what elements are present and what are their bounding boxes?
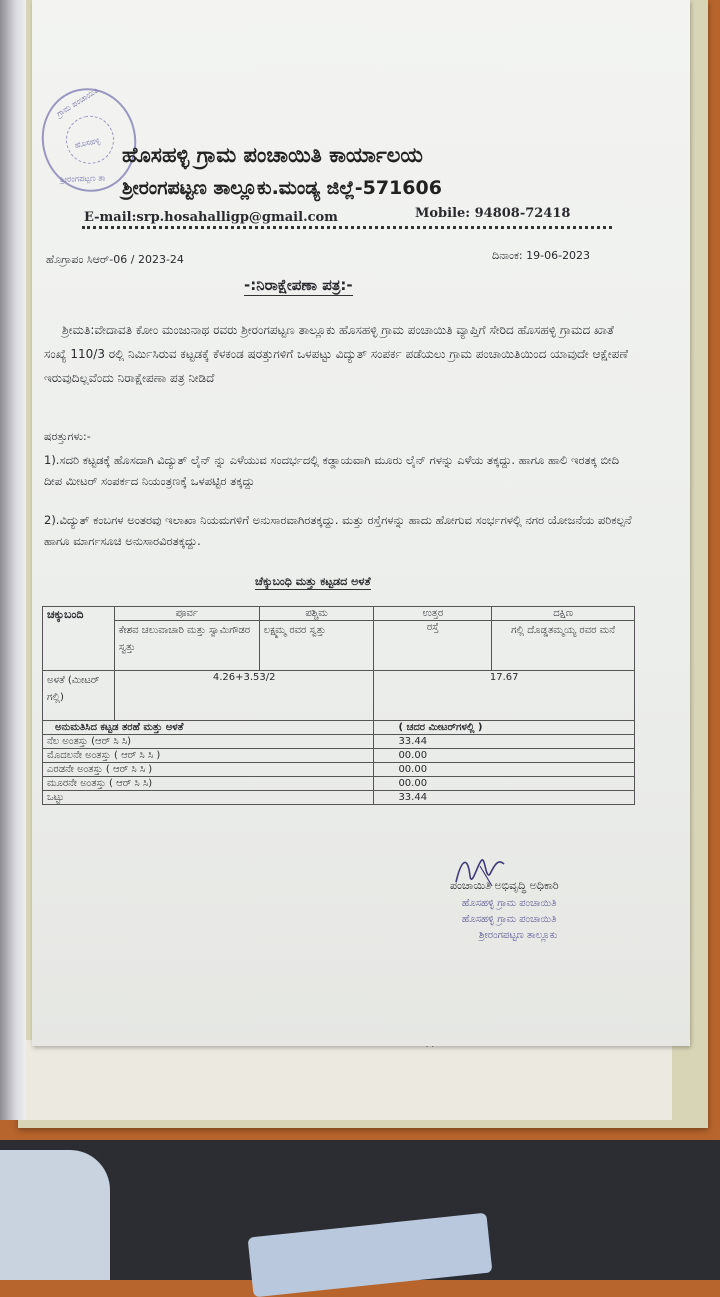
west-value: ಲಕ್ಷ್ಮಮ್ಮ ರವರ ಸ್ವತ್ತು <box>259 621 374 671</box>
permitted-header: ಅನುಮತಿಸಿದ ಕಟ್ಟಡ ತರಹೆ ಮತ್ತು ಅಳತೆ <box>43 721 374 735</box>
mobile-number: Mobile: 94808-72418 <box>415 206 571 221</box>
reference-number: ಹೊಗ್ರಾಪಂ ಸಿಆರ್-06 / 2023-24 <box>46 253 184 266</box>
floor-label: ಎರಡನೇ ಅಂತಸ್ತು ( ಆರ್ ಸಿ ಸಿ ) <box>43 763 374 777</box>
table-row <box>43 721 635 735</box>
binder-edge <box>0 0 26 1120</box>
table-row <box>43 671 635 721</box>
header-west: ಪಶ್ಚಿಮ <box>259 607 374 621</box>
seal-text: ಶ್ರೀರಂಗಪಟ್ಟಣ ತಾ <box>59 173 106 184</box>
floor-label: ನೆಲ ಅಂತಸ್ತು (ಆರ್ ಸಿ ಸಿ) <box>43 735 374 749</box>
boundary-label: ಚಕ್ಕುಬಂದಿ <box>43 607 115 671</box>
document-title: -:ನಿರಾಕ್ಷೇಪಣಾ ಪತ್ರ:- <box>244 276 353 294</box>
floor-value: 00.00 <box>374 777 635 791</box>
body-paragraph <box>44 318 634 390</box>
seal-text: ಹೊಸಹಳ್ಳಿ <box>73 135 101 150</box>
south-value: ಗಲ್ಲಿ ದೊಡ್ಡತಮ್ಮಯ್ಯ ರವರ ಮನೆ <box>492 621 635 671</box>
condition-item: 1).ಸದರಿ ಕಟ್ಟಡಕ್ಕೆ ಹೊಸದಾಗಿ ವಿದ್ಯುತ್ ಲೈನ್ ನ್ನು ಎಳೆಯುವ ಸಂದರ್ಭದಲ್ಲಿ ಕಡ್ಡಾಯವಾಗಿ ಮೂರು ಲೈನ್ ಗಳನ್ನು ಎಳೆಯ ತಕ್ಕದ್ದು. ಹಾಗೂ ಹಾಲಿ ಇರತಕ್ಕ ಬೀದಿ ದೀಪ ಮೀಟರ್ ಸಂಪರ್ಕದ ನಿಯಂತ್ರಣಕ್ಕೆ ಒಳಪಟ್ಟಿರ ತಕ್ಕದ್ದು <box>44 453 620 488</box>
total-label: ಒಟ್ಟು <box>43 791 374 805</box>
table-title: ಚೆಕ್ಕುಬಂಧಿ ಮತ್ತು ಕಟ್ಟಡದ ಅಳತೆ <box>255 575 371 588</box>
office-address: ಶ್ರೀರಂಗಪಟ್ಟಣ ತಾಲ್ಲೂಕು.ಮಂಡ್ಯ ಜಿಲ್ಲೆ-571606 <box>122 177 442 199</box>
table-row <box>43 607 635 621</box>
floor-value: 33.44 <box>374 735 635 749</box>
signatory-designation: ಪಂಚಾಯಿತಿ ಅಭಿವೃದ್ಧಿ ಅಧಿಕಾರಿ <box>450 879 559 892</box>
signatory-stamp-line: ಹೊಸಹಳ್ಳಿ ಗ್ರಾಮ ಪಂಚಾಯಿತಿ <box>462 914 557 925</box>
floor-value: 00.00 <box>374 749 635 763</box>
table-row <box>43 621 635 671</box>
body-text: ಶ್ರೀಮತಿ:ವೇದಾವತಿ ಕೋಂ ಮಂಜುನಾಥ ರವರು ಶ್ರೀರಂಗಪಟ್ಟಣ ತಾಲ್ಲೂಕು ಹೊಸಹಳ್ಳಿ ಗ್ರಾಮ ಪಂಚಾಯಿತಿ ವ್ಯಾಪ್ತಿಗೆ ಸೇರಿದ ಹೊಸಹಳ್ಳಿ ಗ್ರಾಮದ ಖಾತೆ ಸಂಖ್ಯೆ 110/3 ರಲ್ಲಿ ನಿರ್ಮಿಸಿರುವ ಕಟ್ಟಡಕ್ಕೆ ಕೆಳಕಂಡ ಷರತ್ತುಗಳಿಗೆ ಒಳಪಟ್ಟು ವಿದ್ಯುತ್ ಸಂಪರ್ಕ ಪಡೆಯಲು ಗ್ರಾಮ ಪಂಚಾಯಿತಿಯಿಂದ ಯಾವುದೇ ಆಕ್ಷೇಪಣೆ ಇರುವುದಿಲ್ಲವೆಂದು ನಿರಾಕ್ಷೇಪಣಾ ಪತ್ರ ನೀಡಿದೆ <box>44 323 629 385</box>
table-row <box>43 749 635 763</box>
document-page <box>32 0 690 1046</box>
table-row <box>43 735 635 749</box>
header-south: ದಕ್ಷಿಣ <box>492 607 635 621</box>
east-west-measure: 4.26+3.53/2 <box>114 671 374 721</box>
underlying-paper-white <box>22 1040 672 1120</box>
unit-header: ( ಚದರ ಮೀಟರ್‌ಗಳಲ್ಲಿ ) <box>374 721 635 735</box>
north-value: ರಸ್ತೆ <box>374 621 492 671</box>
background-cloth <box>0 1150 110 1280</box>
document-date: ದಿನಾಂಕ: 19-06-2023 <box>492 249 591 262</box>
email-address: E-mail:srp.hosahalligp@gmail.com <box>84 210 338 225</box>
floor-label: ಮೂರನೇ ಅಂತಸ್ತು ( ಆರ್ ಸಿ ಸಿ) <box>43 777 374 791</box>
floor-label: ಮೊದಲನೇ ಅಂತಸ್ತು ( ಆರ್ ಸಿ ಸಿ ) <box>43 749 374 763</box>
condition-item: 2).ವಿದ್ಯುತ್ ಕಂಬಗಳ ಅಂತರವು ಇಲಾಖಾ ನಿಯಮಗಳಿಗೆ ಅನುಸಾರವಾಗಿರತಕ್ಕದ್ದು. ಮತ್ತು ರಸ್ತೆಗಳನ್ನು ಹಾದು ಹೋಗುವ ಸಂರ್ಭಗಳಲ್ಲಿ ನಗರ ಯೋಜನೆಯ ಪರಿಕಲ್ಪನೆ ಹಾಗೂ ಮಾರ್ಗಸೂಚಿ ಅನುಸಾರವಿರತಕ್ಕದ್ದು. <box>44 513 632 548</box>
conditions-heading: ಷರತ್ತುಗಳು:- <box>44 430 91 443</box>
table-row <box>43 777 635 791</box>
header-east: ಪೂರ್ವ <box>114 607 259 621</box>
office-name: ಹೊಸಹಳ್ಳಿ ಗ್ರಾಮ ಪಂಚಾಯಿತಿ ಕಾರ್ಯಾಲಯ <box>122 143 423 167</box>
east-value: ಕೇಶವ ಚಲುವಾಚಾರಿ ಮತ್ತು ಸ್ವಾಮಿಗೌಡರ ಸ್ವತ್ತು <box>114 621 259 671</box>
total-value: 33.44 <box>374 791 635 805</box>
header-divider <box>82 226 612 229</box>
signatory-stamp-line: ಶ್ರೀರಂಗಪಟ್ಟಣ ತಾಲ್ಲೂಕು <box>479 930 558 941</box>
table-row <box>43 763 635 777</box>
north-south-measure: 17.67 <box>374 671 635 721</box>
seal-text: ಗ್ರಾಮ ಪಂಚಾಯಿತಿ <box>54 85 100 119</box>
boundary-table <box>42 606 635 805</box>
signatory-stamp-line: ಹೊಸಹಳ್ಳಿ ಗ್ರಾಮ ಪಂಚಾಯಿತಿ <box>462 898 557 909</box>
header-north: ಉತ್ತರ <box>374 607 492 621</box>
table-row <box>43 791 635 805</box>
measure-label: ಅಳತೆ (ಮೀಟರ್ ಗಲ್ಲಿ) <box>43 671 115 721</box>
floor-value: 00.00 <box>374 763 635 777</box>
